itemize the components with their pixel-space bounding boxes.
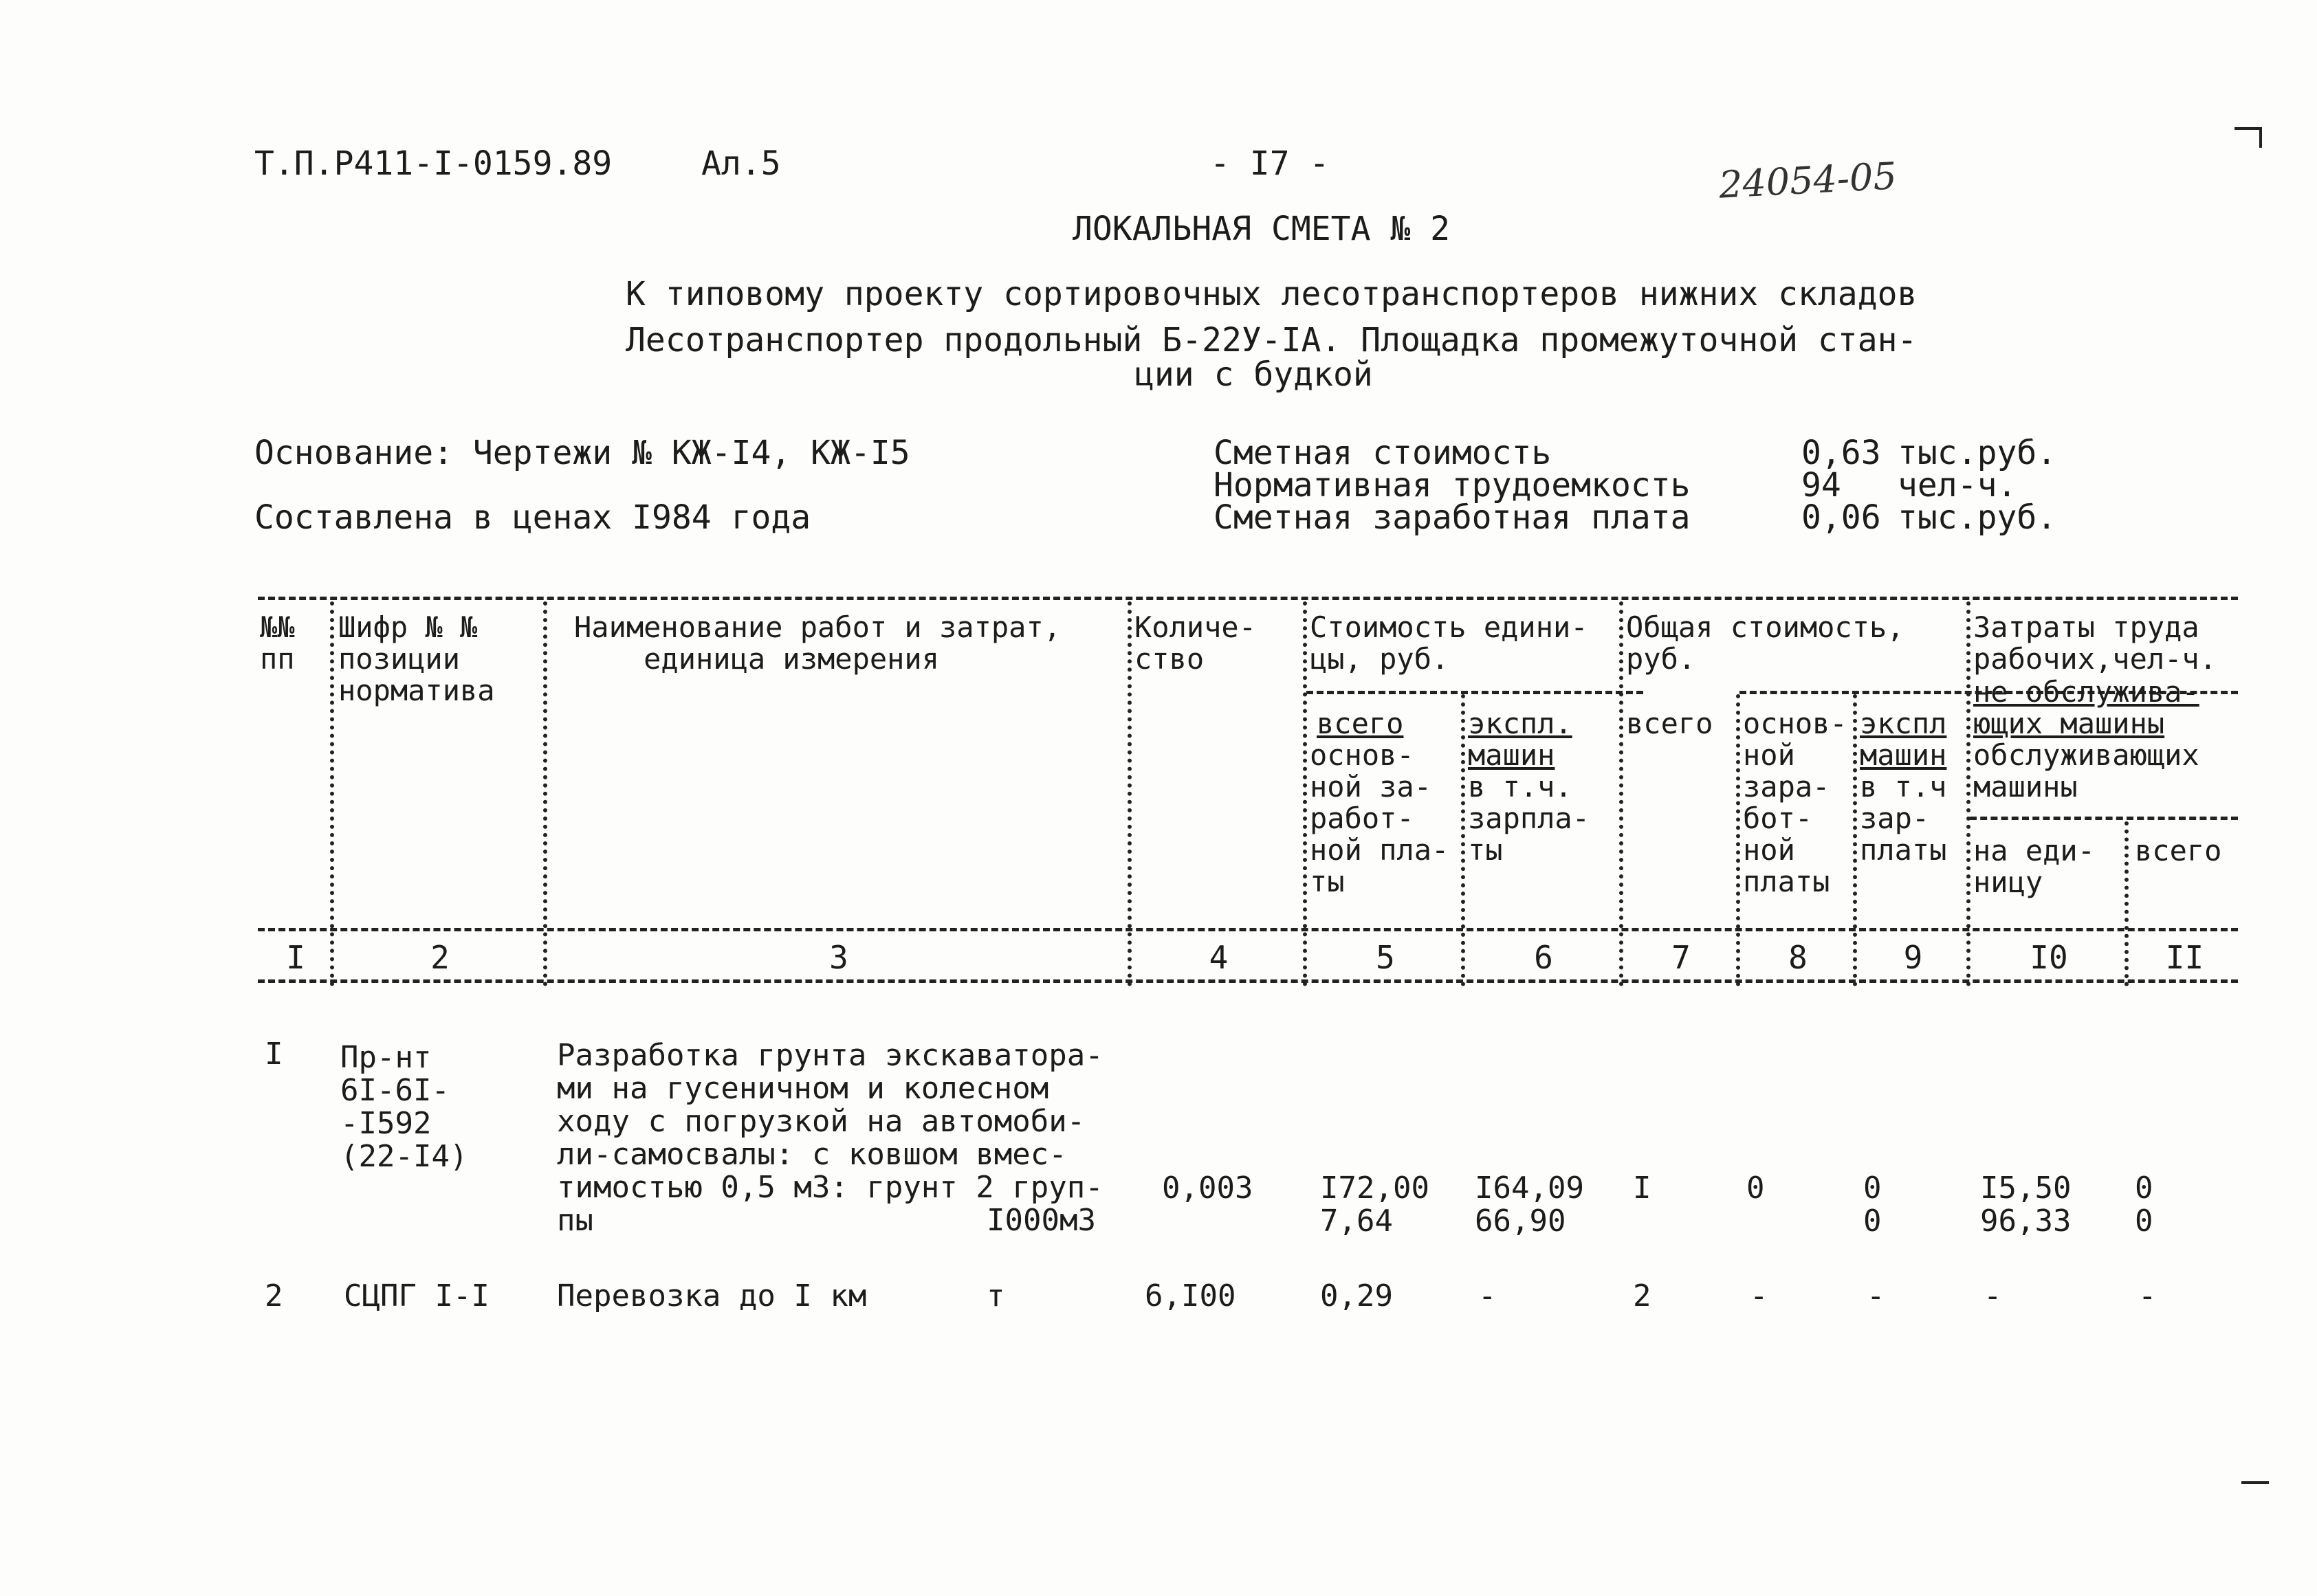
header-unit-cost-machine-wage: в т.ч. зарпла- ты <box>1468 770 1590 867</box>
row-work-name: Разработка грунта экскаватора- ми на гусеничном и колесном ходу с погрузкой на автомоби- ли-самосвалы: с ковшом вмес- тимостью 0,5 м3: грунт 2 груп- пы <box>557 1038 1103 1238</box>
row-total: I <box>1633 1171 1651 1206</box>
header-unit-cost-total: всего <box>1317 707 1404 740</box>
header-labor: Затраты труда рабочих,чел-ч. <box>1973 610 2217 676</box>
corner-mark <box>2259 127 2262 148</box>
row-unit: I000м3 <box>987 1203 1096 1238</box>
row-unit: т <box>987 1278 1005 1314</box>
table-column-number-rule <box>258 928 2238 931</box>
row-total-wage: 0 <box>1746 1171 1765 1206</box>
summary-value: 94 <box>1801 466 1841 505</box>
header-unit-cost: Стоимость едини- цы, руб. <box>1310 610 1588 676</box>
column-number: II <box>2165 939 2204 976</box>
row-total: 2 <box>1633 1278 1651 1314</box>
column-number: 6 <box>1534 939 1553 976</box>
summary-label: Сметная стоимость <box>1214 434 1552 472</box>
document-code: Т.П.Р411-I-0159.89 <box>254 144 613 183</box>
row-quantity: 6,I00 <box>1145 1278 1236 1314</box>
row-labor-per-unit: - <box>1984 1278 2002 1314</box>
header-labor-non-operators: не обслужива- ющих машины <box>1973 675 2199 740</box>
column-number: 4 <box>1209 939 1229 976</box>
row-code: СЦПГ I-I <box>344 1278 490 1314</box>
column-separator <box>1619 601 1623 986</box>
row-quantity: 0,003 <box>1162 1171 1253 1206</box>
column-number: 5 <box>1376 939 1395 976</box>
row-machine-cost: - <box>1478 1278 1497 1314</box>
page-title: ЛОКАЛЬНАЯ СМЕТА № 2 <box>1073 210 1451 248</box>
header-code: Шифр № № позиции норматива <box>338 610 495 707</box>
column-number: 2 <box>430 939 450 976</box>
subtitle-line: ции с будкой <box>1134 355 1373 394</box>
header-work-name: Наименование работ и затрат, единица измерения <box>574 610 1062 676</box>
inventory-stamp: 24054-05 <box>1717 154 1898 207</box>
header-total-cost-all: всего <box>1626 707 1713 740</box>
subtitle-line: К типовому проекту сортировочных лесотранспортеров нижних складов <box>626 275 1918 313</box>
column-number: 3 <box>829 939 848 976</box>
summary-unit: тыс.руб. <box>1898 498 2057 537</box>
column-separator <box>1736 694 1740 986</box>
row-unit-cost: 0,29 <box>1320 1278 1393 1314</box>
row-labor-per-unit: I5,50 96,33 <box>1980 1171 2072 1239</box>
summary-label: Нормативная трудоемкость <box>1214 466 1691 505</box>
header-row-number: №№ пп <box>260 610 295 676</box>
header-total-cost-wage: основ- ной зара- бот- ной платы <box>1743 707 1847 898</box>
column-separator <box>1853 694 1857 986</box>
row-code: Пр-нт 6I-6I- -I592 (22-I4) <box>340 1040 468 1174</box>
corner-mark <box>2234 127 2262 130</box>
row-total-wage: - <box>1750 1278 1768 1314</box>
column-separator <box>330 601 334 986</box>
summary-value: 0,63 <box>1801 434 1881 472</box>
header-total-cost-machine-wage: в т.ч зар- платы <box>1860 770 1947 867</box>
header-unit-cost-machines: экспл. машин <box>1468 707 1572 772</box>
column-separator <box>1461 694 1465 986</box>
row-total-machines: - <box>1867 1278 1885 1314</box>
column-separator <box>2124 821 2129 986</box>
header-total-cost-machines: экспл машин <box>1860 707 1947 772</box>
summary-unit: чел-ч. <box>1898 466 2017 505</box>
header-labor-total: всего <box>2135 834 2222 867</box>
row-work-name: Перевозка до I км <box>557 1278 867 1314</box>
table-top-rule <box>258 597 2238 600</box>
column-number: 9 <box>1903 939 1923 976</box>
header-unit-cost-wage: основ- ной за- работ- ной пла- ты <box>1310 738 1449 898</box>
column-separator <box>1128 601 1132 986</box>
column-number: I <box>286 939 305 976</box>
header-quantity: Количе- ство <box>1134 610 1257 676</box>
header-labor-operators: обслуживающих машины <box>1973 738 2199 803</box>
table-sub-rule <box>1970 817 2238 820</box>
corner-mark <box>2241 1481 2269 1484</box>
album-number: Ал.5 <box>701 144 781 183</box>
column-separator <box>1966 601 1970 986</box>
row-labor-total: 0 0 <box>2135 1171 2153 1239</box>
summary-value: 0,06 <box>1801 498 1881 537</box>
row-total-machines: 0 0 <box>1863 1171 1882 1239</box>
column-number: I0 <box>2030 939 2068 976</box>
table-sub-rule <box>1306 691 1643 694</box>
row-machine-cost: I64,09 66,90 <box>1475 1171 1584 1239</box>
header-total-cost: Общая стоимость, руб. <box>1626 610 1904 676</box>
basis-prices: Составлена в ценах I984 года <box>254 498 811 537</box>
summary-unit: тыс.руб. <box>1898 434 2057 472</box>
column-number: 8 <box>1788 939 1808 976</box>
page-number: - I7 - <box>1210 144 1330 183</box>
row-number: 2 <box>265 1278 283 1314</box>
basis-drawings: Основание: Чертежи № КЖ-I4, КЖ-I5 <box>254 434 910 472</box>
row-labor-total: - <box>2138 1278 2157 1314</box>
row-unit-cost: I72,00 7,64 <box>1320 1171 1429 1239</box>
column-separator <box>543 601 547 986</box>
table-column-number-rule <box>258 979 2238 983</box>
summary-label: Сметная заработная плата <box>1214 498 1691 537</box>
column-separator <box>1303 601 1307 986</box>
subtitle-line: Лесотранспортер продольный Б-22У-IА. Площадка промежуточной стан- <box>626 321 1918 359</box>
row-number: I <box>265 1037 283 1072</box>
column-number: 7 <box>1671 939 1691 976</box>
header-labor-per-unit: на еди- ницу <box>1973 834 2096 899</box>
